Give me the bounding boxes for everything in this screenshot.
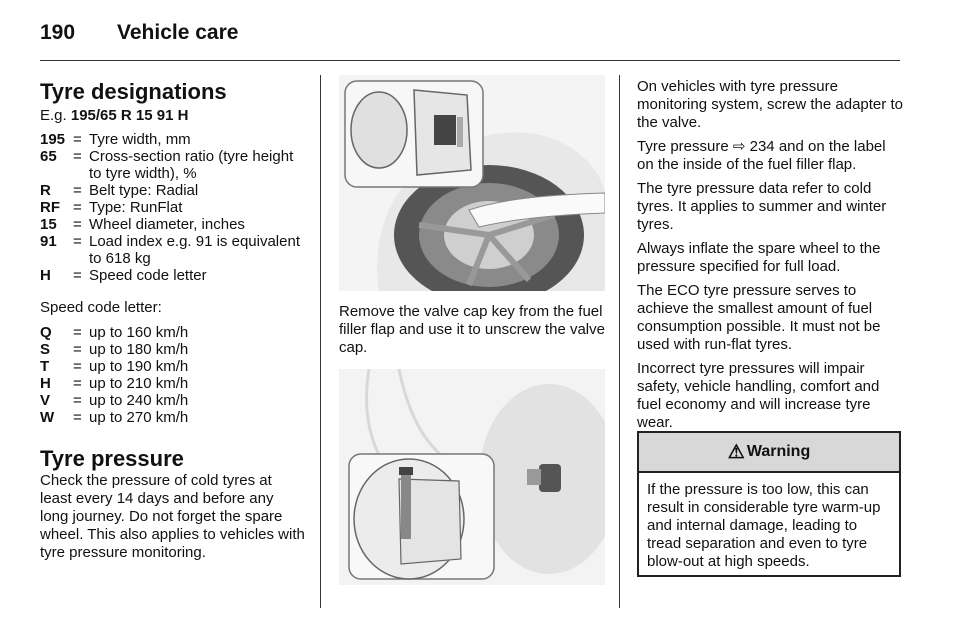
designation-row	[40, 267, 305, 284]
designation-example-code: 195/65 R 15 91 H	[70, 107, 189, 124]
paragraph-cold-tyres: The tyre pressure data refer to cold tyres. It applies to summer and winter tyres.	[637, 180, 887, 233]
warning-triangle-icon: ⚠	[727, 441, 745, 463]
designation-row-desc: Tyre width, mm	[89, 131, 191, 148]
column-divider-2	[619, 75, 620, 608]
warning-title: Warning	[746, 443, 811, 460]
speed-code-row-desc: up to 180 km/h	[89, 341, 189, 358]
speed-code-row-desc: up to 210 km/h	[89, 375, 189, 392]
designation-row-key: 195	[40, 131, 66, 148]
page-number: 190	[40, 21, 76, 44]
column-divider-1	[320, 75, 321, 608]
speed-code-list	[40, 324, 188, 426]
page-reference-link[interactable]: 234	[745, 138, 775, 155]
speed-code-row-desc: up to 240 km/h	[89, 392, 189, 409]
speed-code-row-eq: =	[73, 392, 82, 409]
speed-code-row-eq: =	[73, 358, 82, 375]
paragraph-adapter: On vehicles with tyre pressure monitoring system, screw the adapter to the valve.	[637, 78, 903, 131]
designation-row	[40, 182, 305, 199]
page-reference-arrow-icon: ⇨	[732, 138, 746, 155]
designation-row-eq: =	[73, 131, 82, 148]
speed-code-row-key: V	[40, 392, 51, 409]
speed-code-intro: Speed code letter:	[40, 299, 162, 316]
fuel-flap-valve-cap-illustration	[339, 75, 605, 291]
designation-row-key: 65	[40, 148, 57, 165]
speed-code-row	[40, 324, 188, 341]
designation-row-eq: =	[73, 267, 82, 284]
designation-row-key: H	[40, 267, 51, 284]
valve-cap-key-illustration	[339, 369, 605, 585]
speed-code-row-eq: =	[73, 341, 82, 358]
designation-row-desc: Belt type: Radial	[89, 182, 199, 199]
designation-row	[40, 199, 305, 216]
speed-code-row	[40, 409, 188, 426]
designation-row	[40, 148, 305, 182]
designation-row	[40, 216, 305, 233]
speed-code-row-key: H	[40, 375, 51, 392]
speed-code-row-key: W	[40, 409, 55, 426]
chapter-title: Vehicle care	[117, 21, 239, 44]
designation-row	[40, 131, 305, 148]
speed-code-row	[40, 392, 188, 409]
warning-box	[637, 431, 901, 577]
designation-row-eq: =	[73, 216, 82, 233]
page-header	[40, 18, 238, 48]
illustration-caption: Remove the valve cap key from the fuel filler flap and use it to unscrew the valve cap.	[339, 303, 605, 356]
speed-code-row	[40, 375, 188, 392]
designation-row-key: RF	[40, 199, 60, 216]
speed-code-row	[40, 358, 188, 375]
designation-row-eq: =	[73, 199, 82, 216]
speed-code-row-eq: =	[73, 324, 82, 341]
designation-row-key: R	[40, 182, 51, 199]
section-heading-tyre-designations: Tyre designations	[40, 79, 227, 104]
designation-row-key: 91	[40, 233, 57, 250]
speed-code-row	[40, 341, 188, 358]
speed-code-row-desc: up to 270 km/h	[89, 409, 189, 426]
paragraph-spare-wheel: Always inflate the spare wheel to the pressure specified for full load.	[637, 240, 881, 275]
designation-row-eq: =	[73, 182, 82, 199]
designation-row-desc: Load index e.g. 91 is equivalent to 618 kg	[89, 233, 300, 267]
paragraph-incorrect-pressure: Incorrect tyre pressures will impair safety, vehicle handling, comfort and fuel economy and will increase tyre wear.	[637, 360, 880, 431]
warning-text: If the pressure is too low, this can result in considerable tyre warm-up and internal damage, leading to tread separation and even to tyre blow-out at high speeds.	[647, 481, 881, 570]
speed-code-row-eq: =	[73, 375, 82, 392]
speed-code-row-desc: up to 190 km/h	[89, 358, 189, 375]
designation-row-eq: =	[73, 148, 82, 165]
designation-row-desc: Speed code letter	[89, 267, 207, 284]
column-3	[637, 75, 905, 432]
paragraph-eco-pressure: The ECO tyre pressure serves to achieve the smallest amount of fuel consumption possible. It must not be used with run-flat tyres.	[637, 282, 881, 353]
designation-row-desc: Wheel diameter, inches	[89, 216, 245, 233]
warning-header	[639, 433, 899, 473]
speed-code-row-eq: =	[73, 409, 82, 426]
designation-row-desc: Cross-section ratio (tyre height to tyre width), %	[89, 148, 294, 182]
column-2	[339, 75, 605, 585]
column-1	[40, 75, 305, 562]
tyre-pressure-text: Check the pressure of cold tyres at least every 14 days and before any long journey. Do not forget the spare wheel. This also applies to vehicles with tyre pressure monitoring.	[40, 472, 305, 561]
speed-code-row-key: T	[40, 358, 50, 375]
designation-example: E.g. 195/65 R 15 91 H	[40, 107, 189, 124]
speed-code-row-desc: up to 160 km/h	[89, 324, 189, 341]
designation-list	[40, 131, 305, 284]
section-heading-tyre-pressure: Tyre pressure	[40, 446, 184, 471]
paragraph-pressure-reference: Tyre pressure ⇨ 234 and on the label on the inside of the fuel filler flap.	[637, 138, 886, 173]
designation-row-eq: =	[73, 233, 82, 250]
header-rule	[40, 60, 900, 61]
designation-row-key: 15	[40, 216, 57, 233]
speed-code-row-key: S	[40, 341, 51, 358]
speed-code-row-key: Q	[40, 324, 52, 341]
designation-row	[40, 233, 305, 267]
designation-row-desc: Type: RunFlat	[89, 199, 183, 216]
